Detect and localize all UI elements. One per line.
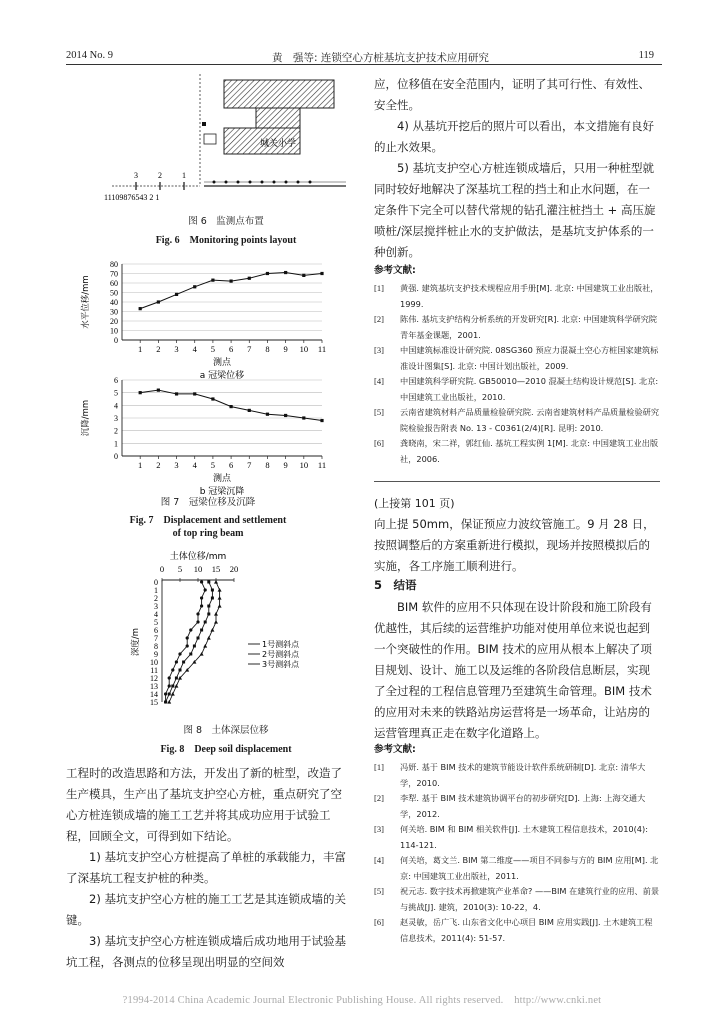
- y-axis-label: 深度/m: [131, 627, 141, 657]
- series-line: [166, 582, 206, 702]
- data-point: [284, 414, 287, 417]
- paragraph: BIM 软件的应用不只体现在设计阶段和施工阶段有优越性，其后续的运营维护功能对使用单位来说也起到一个突破性的作用。BIM 技术的应用从根本上解决了项目规划、设计、施工以及运维的各阶段信息断层，实现了全过程的工程信息管理乃至建筑生命管理。BIM 技术的应用对未来的铁路站房运营将是一场革命，让站房的运营管理真正走在数字化道路上。: [374, 600, 652, 740]
- reference-number: [5]: [374, 407, 384, 417]
- reference-item: [374, 281, 660, 312]
- data-point: [204, 621, 207, 624]
- x-tick-label: 15: [211, 564, 221, 574]
- reference-number: [2]: [374, 793, 384, 803]
- y-tick-label: 7: [154, 634, 158, 643]
- y-tick-label: 6: [154, 626, 158, 635]
- reference-text: 何关培，葛文兰. BIM 第二维度——项目不同参与方的 BIM 应用[M]. 北京: 中国建筑工业出版社，2011.: [400, 855, 659, 881]
- data-point: [200, 596, 203, 599]
- x-tick-label: 6: [228, 460, 234, 470]
- building-block-mid: [256, 108, 300, 128]
- reference-number: [1]: [374, 283, 384, 293]
- fig7-caption-en-1: Fig. 7 Displacement and settlement: [129, 515, 287, 526]
- data-point: [266, 272, 269, 275]
- data-point: [214, 612, 218, 616]
- conclusion-5: 5) 基坑支护空心方桩连锁成墙后，只用一种桩型就同时较好地解决了深基坑工程的挡土和止水问题，在一定条件下完全可以替代常规的钻孔灌注桩挡土 + 高压旋喷桩/深层搅拌桩止水的支护做法，是基坑支护体系的一种创新。: [374, 161, 656, 259]
- reference-text: 冯妍. 基于 BIM 技术的建筑节能设计软件系统研制[D]. 北京: 清华大学，2010.: [400, 762, 646, 788]
- fig8-caption-en: Fig. 8 Deep soil displacement: [160, 744, 292, 755]
- y-tick-label: 20: [110, 317, 118, 326]
- fig6-number-3: 3: [134, 171, 138, 180]
- y-tick-label: 6: [114, 376, 118, 385]
- data-point: [186, 636, 189, 639]
- x-tick-label: 1: [138, 344, 143, 354]
- x-tick-label: 11: [317, 344, 327, 354]
- data-point: [175, 660, 178, 663]
- data-point: [218, 604, 222, 608]
- data-point: [171, 668, 174, 671]
- conclusion-1: 1) 基坑支护空心方桩提高了单桩的承载能力，丰富了深基坑工程支护桩的种类。: [66, 850, 346, 885]
- data-point: [139, 307, 142, 310]
- section-5-body: [374, 597, 660, 744]
- data-point: [168, 676, 171, 679]
- data-point: [203, 644, 207, 648]
- reference-item: [374, 822, 660, 853]
- x-tick-label: 6: [228, 344, 234, 354]
- data-point: [196, 620, 199, 623]
- data-point: [266, 413, 269, 416]
- x-tick-label: 8: [265, 460, 270, 470]
- running-title: 黄 强等: 连锁空心方桩基坑支护技术应用研究: [272, 52, 489, 64]
- data-point: [214, 580, 218, 584]
- reference-item: [374, 436, 660, 467]
- y-tick-label: 4: [154, 610, 158, 619]
- y-tick-label: 14: [150, 690, 158, 699]
- reference-text: 云南省建筑材料产品质量检验研究院. 云南省建筑材料产品质量检验研究院检验报告附表 No. 13 - C0361(2/4)[R]. 昆明: 2010.: [400, 407, 660, 433]
- reference-text: 李犁. 基于 BIM 技术建筑协调平台的初步研究[D]. 上海: 上海交通大学，2012.: [400, 793, 646, 819]
- y-tick-label: 3: [154, 602, 158, 611]
- data-point: [248, 277, 251, 280]
- data-point: [207, 636, 211, 640]
- reference-text: 赵灵敏，岳广飞. 山东省文化中心项目 BIM 应用实践[J]. 土木建筑工程信息技术，2011(4): 51-57.: [400, 917, 653, 943]
- data-point: [186, 644, 189, 647]
- chart-title: 土体位移/mm: [169, 552, 227, 562]
- y-axis-label: 水平位移/mm: [81, 275, 91, 329]
- y-tick-label: 12: [150, 674, 158, 683]
- fig7-caption-cn: 图 7 冠梁位移及沉降: [160, 497, 256, 508]
- x-tick-label: 2: [156, 460, 161, 470]
- data-point: [175, 392, 178, 395]
- reference-text: 中国建筑标准设计研究院. 08SG360 预应力混凝土空心方桩国家建筑标准设计图集[S]. 北京: 中国计划出版社，2009.: [400, 345, 659, 371]
- y-tick-label: 80: [110, 260, 118, 269]
- data-point: [171, 685, 174, 688]
- y-tick-label: 0: [114, 336, 118, 345]
- data-point: [210, 628, 214, 632]
- y-tick-label: 4: [114, 401, 118, 411]
- reference-number: [1]: [374, 762, 384, 772]
- chart-8-deep-soil: [120, 548, 320, 716]
- conclusion-3: 3) 基坑支护空心方桩连锁成墙后成功地用于试验基坑工程，各测点的位移呈现出明显的空间效: [66, 934, 346, 969]
- x-tick-label: 5: [210, 460, 216, 470]
- data-point: [218, 588, 222, 592]
- page-number: 119: [638, 50, 654, 61]
- data-point: [218, 596, 222, 600]
- data-point: [182, 661, 185, 664]
- fig6-number-1: 1: [182, 171, 186, 180]
- y-tick-label: 50: [110, 288, 118, 298]
- reference-number: [2]: [374, 314, 384, 324]
- x-tick-label: 3: [174, 344, 179, 354]
- reference-text: 陈伟. 基坑支护结构分析系统的开发研究[R]. 北京: 中国建筑科学研究院青年基金课题，2001.: [400, 314, 658, 340]
- data-point: [211, 589, 214, 592]
- y-tick-label: 1: [114, 439, 118, 449]
- chart-7b-settlement: [78, 374, 338, 497]
- reference-item: [374, 312, 660, 343]
- y-tick-label: 10: [110, 326, 118, 336]
- legend-label: 1号测斜点: [262, 640, 300, 649]
- data-point: [211, 279, 214, 282]
- y-tick-label: 5: [154, 618, 158, 627]
- series-line: [169, 582, 219, 702]
- marker-square: [202, 122, 206, 126]
- fig6-numbers-bottom: 11109876543 2 1: [104, 193, 160, 202]
- y-tick-label: 1: [154, 586, 158, 595]
- data-point: [164, 701, 167, 704]
- data-point: [139, 391, 142, 394]
- x-tick-label: 5: [177, 564, 183, 574]
- data-point: [157, 300, 160, 303]
- reference-number: [3]: [374, 824, 384, 834]
- right-body-text-mid: [374, 514, 660, 577]
- x-tick-label: 10: [299, 460, 309, 470]
- paragraph: 工程时的改造思路和方法，开发出了新的桩型，改造了生产模具，生产出了基坑支护空心方桩，重点研究了空心方桩连锁成墙的施工工艺并将其成功应用于试验工程，回顾全文，可得到如下结论。: [66, 766, 342, 843]
- data-point: [302, 416, 305, 419]
- fig8-caption-cn: 图 8 土体深层位移: [183, 725, 269, 736]
- building-label-box: [204, 134, 216, 144]
- header-rule: [66, 64, 662, 65]
- reference-number: [3]: [374, 345, 384, 355]
- building-label: 城关小学: [260, 139, 297, 149]
- reference-number: [4]: [374, 855, 384, 865]
- fig6-caption-cn: 图 6 监测点布置: [188, 216, 264, 227]
- x-tick-label: 9: [283, 460, 288, 470]
- data-point: [229, 405, 232, 408]
- reference-item: [374, 853, 660, 884]
- x-tick-label: 10: [299, 344, 309, 354]
- y-tick-label: 30: [110, 307, 118, 317]
- x-tick-label: 3: [174, 460, 179, 470]
- x-tick-label: 10: [193, 564, 203, 574]
- y-tick-label: 0: [154, 578, 158, 587]
- reference-text: 黄强. 建筑基坑支护技术规程应用手册[M]. 北京: 中国建筑工业出版社，1999.: [400, 283, 659, 309]
- data-point: [200, 604, 203, 607]
- reference-item: [374, 791, 660, 822]
- reference-text: 何关培. BIM 和 BIM 相关软件[J]. 土木建筑工程信息技术，2010(4): 114-121.: [400, 824, 648, 850]
- x-tick-label: 4: [192, 344, 197, 354]
- y-axis-label: 沉降/mm: [81, 399, 91, 437]
- x-tick-label: 20: [229, 564, 239, 574]
- y-tick-label: 2: [114, 426, 118, 436]
- data-point: [284, 271, 287, 274]
- fig6-number-2: 2: [158, 171, 162, 180]
- reference-item: [374, 374, 660, 405]
- x-tick-label: 4: [192, 460, 197, 470]
- data-point: [320, 272, 323, 275]
- x-tick-label: 8: [265, 344, 270, 354]
- x-tick-label: 7: [247, 460, 252, 470]
- paragraph: 应，位移值在安全范围内，证明了其可行性、有效性、安全性。: [374, 77, 650, 112]
- chart-sublabel: a 冠梁位移: [199, 371, 245, 381]
- reference-item: [374, 884, 660, 915]
- y-tick-label: 0: [114, 452, 118, 461]
- references-2: [374, 760, 660, 946]
- data-point: [211, 397, 214, 400]
- section-5-title: 5 结语: [374, 578, 417, 592]
- data-point: [157, 389, 160, 392]
- data-point: [189, 628, 192, 631]
- y-tick-label: 13: [150, 682, 158, 691]
- data-point: [164, 692, 167, 695]
- y-tick-label: 11: [150, 666, 158, 675]
- paragraph: 向上提 50mm，保证预应力波纹管施工。9 月 28 日，按照调整后的方案重新进行模拟，现场并按照模拟后的实施，各工序施工顺利进行。: [374, 517, 655, 573]
- journal-issue: 2014 No. 9: [66, 50, 113, 61]
- y-tick-label: 60: [110, 279, 118, 288]
- data-point: [200, 580, 203, 583]
- x-tick-label: 11: [317, 460, 327, 470]
- fig7-caption-en-2: of top ring beam: [172, 528, 244, 539]
- data-point: [193, 285, 196, 288]
- y-tick-label: 70: [110, 269, 118, 279]
- y-tick-label: 40: [110, 298, 118, 307]
- reference-text: 龚晓南，宋二祥，郭红仙. 基坑工程实例 1[M]. 北京: 中国建筑工业出版社，2006.: [400, 438, 659, 464]
- reference-number: [4]: [374, 376, 384, 386]
- y-tick-label: 15: [150, 698, 158, 707]
- reference-text: 祝元志. 数字技术再掀建筑产业革命? ——BIM 在建筑行业的应用、前景与挑战[J]. 建筑，2010(3): 10-22，4.: [400, 886, 660, 912]
- data-point: [207, 605, 210, 608]
- data-point: [193, 645, 196, 648]
- series-line: [166, 582, 213, 702]
- x-tick-label: 0: [159, 564, 165, 574]
- data-point: [197, 637, 200, 640]
- data-point: [193, 392, 196, 395]
- copyright-footer: ?1994-2014 China Academic Journal Electronic Publishing House. All rights reserved. http://www.cnki.net: [122, 995, 602, 1006]
- reference-number: [6]: [374, 438, 384, 448]
- left-body-text: [66, 763, 352, 973]
- data-point: [178, 652, 181, 655]
- y-tick-label: 10: [150, 658, 158, 667]
- x-tick-label: 9: [283, 344, 288, 354]
- reference-number: [6]: [374, 917, 384, 927]
- chart-7a-displacement: [78, 258, 338, 381]
- data-point: [179, 669, 182, 672]
- reference-item: [374, 343, 660, 374]
- data-point: [174, 684, 178, 688]
- data-point: [211, 597, 214, 600]
- y-tick-label: 2: [154, 594, 158, 603]
- data-point: [207, 581, 210, 584]
- conclusion-4: 4) 从基坑开挖后的照片可以看出，本文措施有良好的止水效果。: [374, 119, 654, 154]
- x-tick-label: 5: [210, 344, 216, 354]
- data-point: [175, 677, 178, 680]
- legend-label: 3号测斜点: [262, 660, 300, 669]
- data-point: [214, 620, 218, 624]
- data-point: [302, 274, 305, 277]
- data-point: [204, 588, 207, 591]
- data-point: [189, 653, 192, 656]
- series-line: [140, 273, 322, 309]
- conclusion-2: 2) 基坑支护空心方桩的施工工艺是其连锁成墙的关键。: [66, 892, 346, 927]
- data-point: [320, 419, 323, 422]
- y-tick-label: 3: [114, 414, 118, 423]
- data-point: [200, 652, 204, 656]
- reference-item: [374, 405, 660, 436]
- y-tick-label: 8: [154, 642, 158, 651]
- legend-label: 2号测斜点: [262, 650, 300, 659]
- chart-sublabel: b 冠梁沉降: [199, 487, 245, 497]
- figure-6-layout: [96, 74, 356, 210]
- section-separator: [374, 481, 660, 482]
- data-point: [248, 409, 251, 412]
- x-axis-label: 测点: [212, 358, 232, 368]
- right-body-text-top: [374, 74, 660, 263]
- references-1: [374, 281, 660, 467]
- data-point: [200, 629, 203, 632]
- fig6-caption-en: Fig. 6 Monitoring points layout: [155, 235, 297, 246]
- continued-note: (上接第 101 页): [374, 497, 455, 510]
- monitoring-dots: [213, 181, 312, 184]
- x-axis-label: 测点: [212, 474, 232, 484]
- data-point: [175, 293, 178, 296]
- reference-number: [5]: [374, 886, 384, 896]
- data-point: [168, 684, 171, 687]
- data-point: [171, 692, 175, 696]
- reference-text: 中国建筑科学研究院. GB50010—2010 混凝土结构设计规范[S]. 北京: 中国建筑工业出版社，2010.: [400, 376, 659, 402]
- data-point: [167, 700, 171, 704]
- references-2-title: 参考文献:: [374, 744, 416, 755]
- x-tick-label: 7: [247, 344, 252, 354]
- data-point: [229, 280, 232, 283]
- x-tick-label: 2: [156, 344, 161, 354]
- x-tick-label: 1: [138, 460, 143, 470]
- reference-item: [374, 915, 660, 946]
- data-point: [168, 693, 171, 696]
- data-point: [207, 613, 210, 616]
- reference-item: [374, 760, 660, 791]
- y-tick-label: 5: [114, 388, 118, 398]
- building-block-top: [224, 80, 334, 108]
- references-1-title: 参考文献:: [374, 265, 416, 276]
- data-point: [196, 612, 199, 615]
- y-tick-label: 9: [154, 650, 158, 659]
